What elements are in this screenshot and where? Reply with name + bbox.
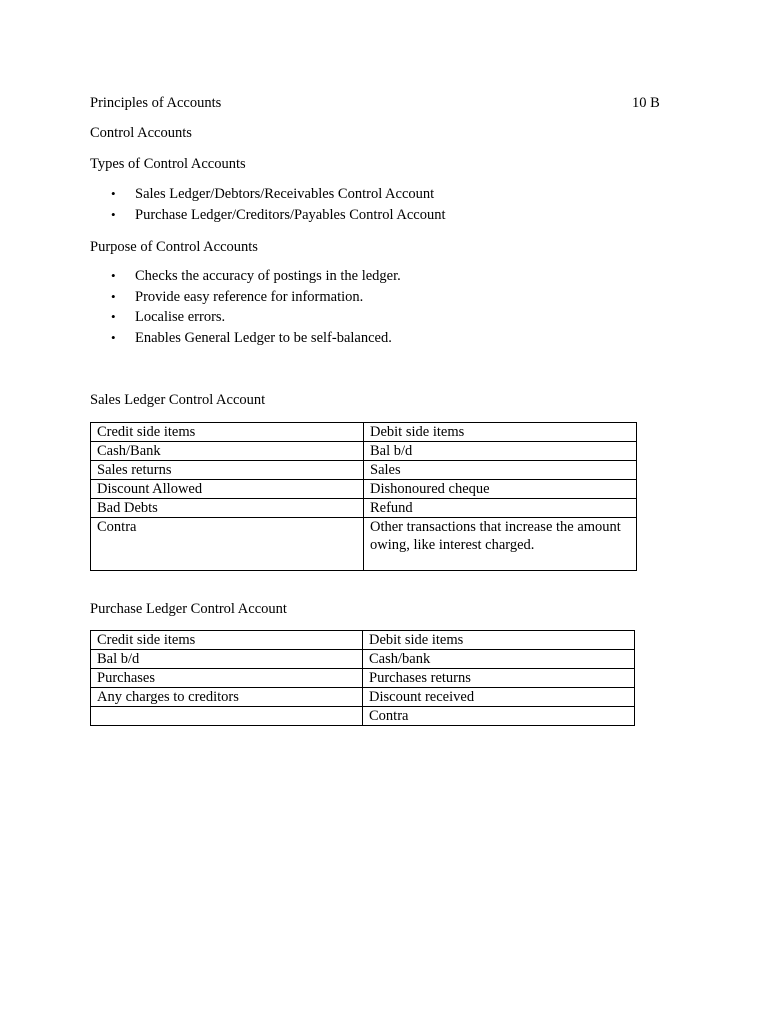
column-header-credit: Credit side items <box>91 423 364 442</box>
table-row <box>91 707 635 726</box>
column-header-credit: Credit side items <box>91 631 363 650</box>
table-row <box>91 669 635 688</box>
list-item-text: Provide easy reference for information. <box>135 288 364 305</box>
table-cell-debit: Bal b/d <box>364 442 637 461</box>
list-item-text: Localise errors. <box>135 309 226 326</box>
purpose-heading: Purpose of Control Accounts <box>90 239 258 255</box>
list-item <box>108 307 401 328</box>
purchase-ledger-heading: Purchase Ledger Control Account <box>90 601 287 617</box>
table-cell-credit: Any charges to creditors <box>91 688 363 707</box>
table-cell-credit: Purchases <box>91 669 363 688</box>
bullet-icon: • <box>111 186 116 201</box>
table-header-row <box>91 631 635 650</box>
table-row <box>91 650 635 669</box>
table-cell-credit <box>91 707 363 726</box>
list-item <box>108 266 401 287</box>
list-item <box>108 205 445 226</box>
table-cell-credit: Contra <box>91 518 364 571</box>
table-row <box>91 461 637 480</box>
table-cell-credit: Sales returns <box>91 461 364 480</box>
list-item <box>108 328 401 349</box>
list-item-text: Sales Ledger/Debtors/Receivables Control Account <box>135 186 435 202</box>
list-item <box>108 287 401 308</box>
purpose-list <box>108 266 401 349</box>
table-cell-debit: Dishonoured cheque <box>364 480 637 499</box>
table-header-row <box>91 423 637 442</box>
bullet-icon: • <box>111 288 116 304</box>
table-cell-debit: Refund <box>364 499 637 518</box>
table-row <box>91 688 635 707</box>
bullet-icon: • <box>111 330 116 346</box>
column-header-debit: Debit side items <box>363 631 635 650</box>
table-row <box>91 480 637 499</box>
table-cell-debit: Sales <box>364 461 637 480</box>
list-item <box>108 184 445 205</box>
table-cell-debit: Cash/bank <box>363 650 635 669</box>
table-cell-credit: Discount Allowed <box>91 480 364 499</box>
bullet-icon: • <box>111 268 116 283</box>
table-cell-debit: Other transactions that increase the amount owing, like interest charged. <box>364 518 637 571</box>
column-header-debit: Debit side items <box>364 423 637 442</box>
table-cell-debit: Contra <box>363 707 635 726</box>
document-subject: Principles of Accounts <box>90 95 222 111</box>
sales-ledger-heading: Sales Ledger Control Account <box>90 392 266 408</box>
list-item-text: Purchase Ledger/Creditors/Payables Control Account <box>135 206 446 223</box>
table-row <box>91 442 637 461</box>
sales-ledger-table <box>90 422 637 571</box>
table-cell-debit: Discount received <box>363 688 635 707</box>
bullet-icon: • <box>111 206 116 222</box>
table-row <box>91 499 637 518</box>
types-heading: Types of Control Accounts <box>90 156 246 172</box>
table-cell-credit: Bal b/d <box>91 650 363 669</box>
class-label: 10 B <box>632 95 660 111</box>
bullet-icon: • <box>111 309 116 325</box>
list-item-text: Checks the accuracy of postings in the ledger. <box>135 268 401 284</box>
table-cell-credit: Cash/Bank <box>91 442 364 461</box>
document-title: Control Accounts <box>90 125 192 141</box>
list-item-text: Enables General Ledger to be self-balanced. <box>135 330 392 347</box>
purchase-ledger-table <box>90 630 635 726</box>
types-list <box>108 184 445 225</box>
table-row <box>91 518 637 571</box>
table-cell-debit: Purchases returns <box>363 669 635 688</box>
table-cell-credit: Bad Debts <box>91 499 364 518</box>
